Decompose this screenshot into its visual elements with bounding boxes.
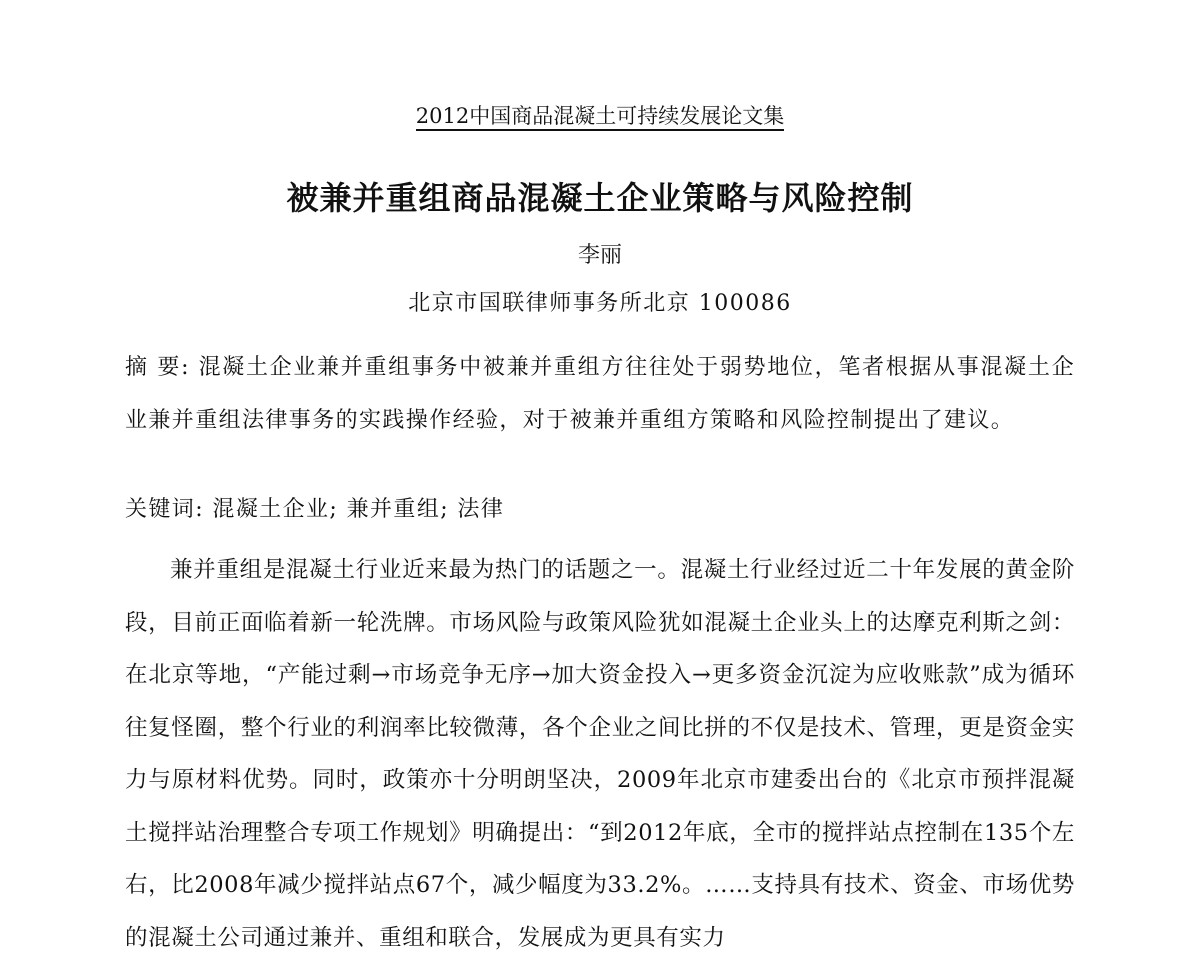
article-title: 被兼并重组商品混凝土企业策略与风险控制	[286, 179, 914, 217]
abstract-text: 混凝土企业兼并重组事务中被兼并重组方往往处于弱势地位，笔者根据从事混凝土企业兼并重组法律事务的实践操作经验，对于被兼并重组方策略和风险控制提出了建议。	[125, 355, 1075, 433]
abstract-label: 摘 要:	[125, 355, 190, 380]
author-affiliation: 北京市国联律师事务所北京 100086	[408, 291, 792, 316]
running-header	[0, 101, 1200, 131]
keywords	[125, 493, 1075, 527]
body-paragraph: 兼并重组是混凝土行业近来最为热门的话题之一。混凝土行业经过近二十年发展的黄金阶段，目前正面临着新一轮洗牌。市场风险与政策风险犹如混凝土企业头上的达摩克利斯之剑：在北京等地，“产能过剩→市场竞争无序→加大资金投入→更多资金沉淀为应收账款”成为循环往复怪圈，整个行业的利润率比较微薄，各个企业之间比拼的不仅是技术、管理，更是资金实力与原材料优势。同时，政策亦十分明朗坚决，2009年北京市建委出台的《北京市预拌混凝土搅拌站治理整合专项工作规划》明确提出：“到2012年底，全市的搅拌站点控制在135个左右，比2008年减少搅拌站点67个，减少幅度为33.2%。……支持具有技术、资金、市场优势的混凝土公司通过兼并、重组和联合，发展成为更具有实力	[125, 557, 1075, 951]
abstract	[125, 341, 1075, 447]
keywords-text: 混凝土企业; 兼并重组; 法律	[212, 497, 505, 522]
author-name: 李丽	[577, 243, 622, 268]
proceedings-title: 2012中国商品混凝土可持续发展论文集	[416, 104, 784, 131]
keywords-label: 关键词:	[125, 497, 205, 522]
